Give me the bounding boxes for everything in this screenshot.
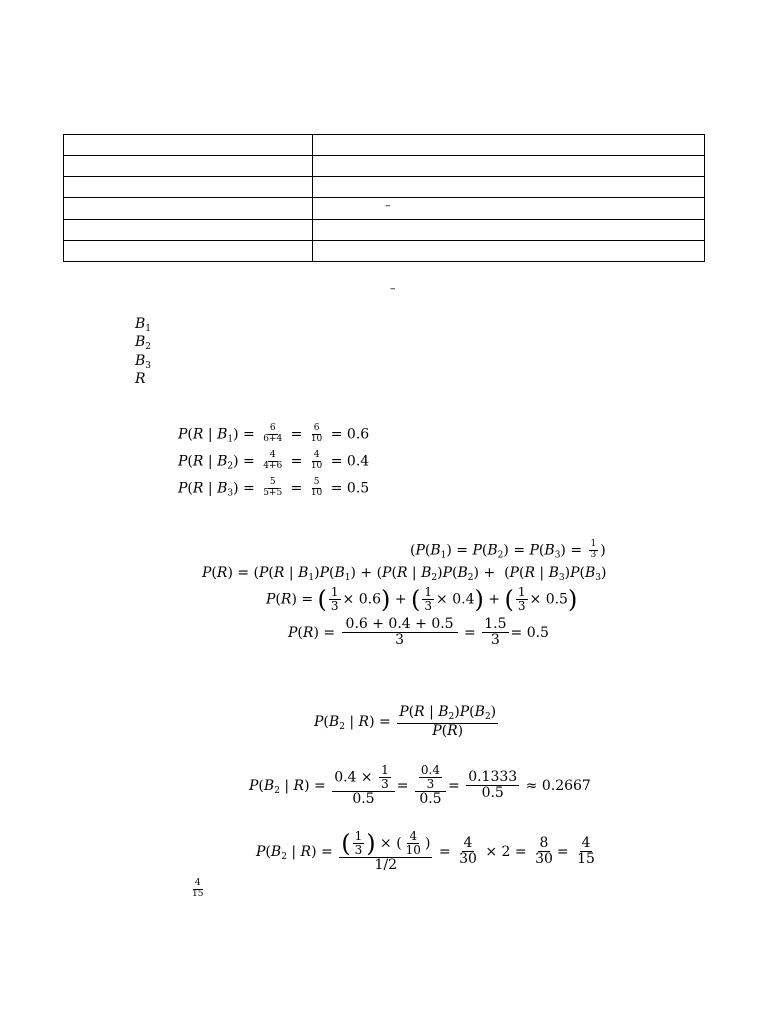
table-cell — [64, 135, 313, 156]
table-row — [64, 219, 705, 240]
dash-mark: – — [390, 282, 396, 295]
table-cell — [64, 156, 313, 177]
table-row — [64, 156, 705, 177]
table-cell — [313, 219, 705, 240]
data-table — [63, 134, 705, 262]
table-row — [64, 135, 705, 156]
likelihood-b1: P(R | $B_1$) = $\frac{6}{6+4}$ = $\frac{6}{10}$ = 0.6 — [178, 423, 370, 445]
table-cell — [313, 240, 705, 261]
table-cell — [64, 219, 313, 240]
table-row — [64, 240, 705, 261]
table-cell — [64, 177, 313, 198]
likelihood-b3: P(R | $B_3$) = $\frac{5}{5+5}$ = $\frac{5}{10}$ = 0.5 — [178, 477, 370, 499]
variable-r: R — [135, 371, 146, 387]
table-cell — [313, 156, 705, 177]
total-probability-substitution: P(R) = ( $\frac{1}{3}$ × 0.6) + ( $\frac{1}{3}$ × 0.4) + ( $\frac{1}{3}$ × 0.5) — [266, 585, 578, 614]
table-dash-mark: – — [385, 199, 391, 212]
table-cell — [313, 135, 705, 156]
total-probability-formula: P(R) = (P(R | $B_1)P(B_1) + (P(R$ | $B_2)P(B_2) + (P(R$ | $B_3)P(B_3)$ — [202, 565, 607, 583]
variable-b2: $B_2$ — [135, 334, 152, 352]
prior-equation: ($P(B_1) = P(B_2) = P(B_3)$ = $\frac{1}{3}$ ) — [410, 539, 606, 561]
table-row — [64, 177, 705, 198]
bayes-formula: $P(B_2$ | R) = $\frac{P(R | B_2)P(B_2)}{P(R)}$ — [314, 704, 497, 739]
variable-b1: $B_1$ — [135, 316, 152, 334]
table-cell — [64, 198, 313, 219]
total-probability-result: P(R) = $\frac{0.6 + 0.4 + 0.5}{3}$ = $\frac{1.5}{3}$ = 0.5 — [288, 616, 549, 649]
bayes-final: $P(B_2$ | R) = ( $\frac{1}{3}$ ) × ( $\frac{4}{10}$ ) 1/2 = $\frac{4}{30}$ × 2 = $\frac{8}{30}$ = $\frac{4}{15}$ — [256, 829, 595, 874]
bayes-calculation: $P(B_2$ | R) = 0.4 × $\frac{1}{3}$ 0.5 = $\frac{\frac{0.4}{3}}{0.5}$ = $\frac{0.1333}{0.5}$ ≈ 0.2667 — [249, 763, 591, 808]
table-cell — [313, 177, 705, 198]
table-cell — [313, 198, 705, 219]
table-row — [64, 198, 705, 219]
footer-fraction: $\frac{4}{15}$ — [192, 878, 204, 899]
table-cell — [64, 240, 313, 261]
likelihood-b2: P(R | $B_2$) = $\frac{4}{4+6}$ = $\frac{4}{10}$ = 0.4 — [178, 450, 370, 472]
variable-b3: $B_3$ — [135, 353, 152, 371]
